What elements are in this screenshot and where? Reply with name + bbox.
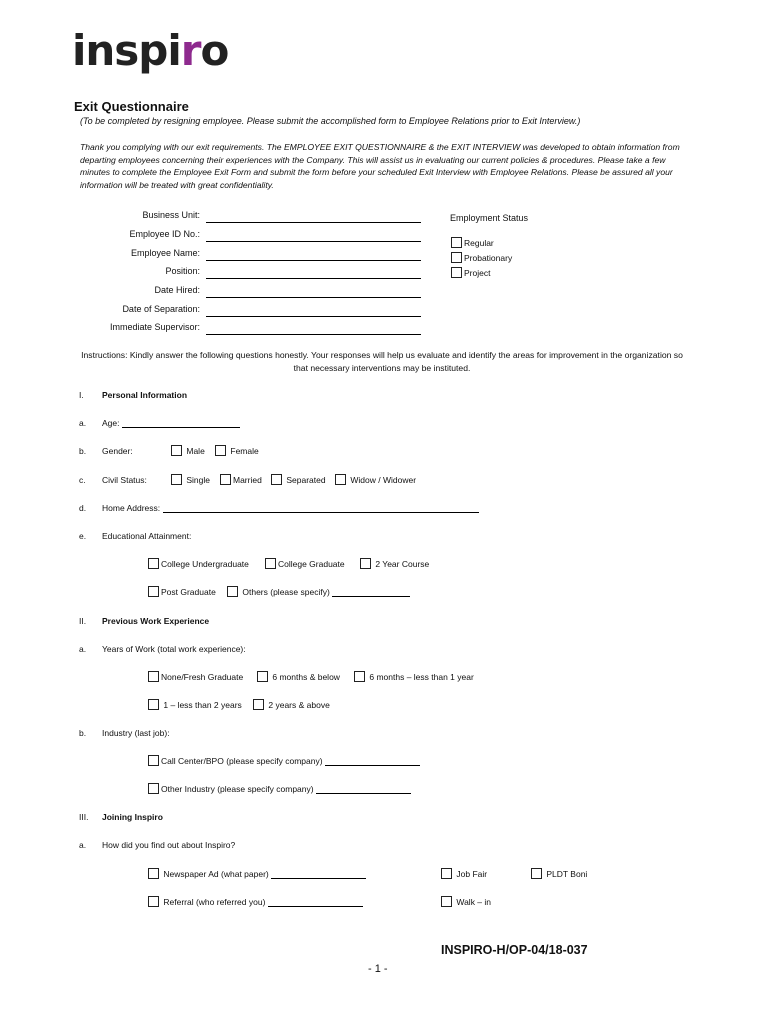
civil-widow[interactable]: Widow / Widower <box>335 474 416 485</box>
home-address-question: Home Address: <box>102 503 479 513</box>
item-letter: a. <box>79 840 87 850</box>
date-separation-label: Date of Separation: <box>122 304 200 314</box>
section-3-title: Joining Inspiro <box>102 812 163 822</box>
checkbox[interactable] <box>360 558 371 569</box>
source-walk-in[interactable]: Walk – in <box>441 896 491 907</box>
intro-text: Thank you complying with our exit requirements. The EMPLOYEE EXIT QUESTIONNAIRE & the EXIT INTERVIEW was developed to obtain information from departing employees concerning their experiences with the Company. This will assist us in evaluating our current policies & procedures. Please take a few minutes to complete the Employee Exit Form and submit the form before your scheduled Exit Interview with Employee Relations. Please be assured all your information will be treated with great confidentiality. <box>80 142 680 190</box>
checkbox[interactable] <box>148 558 159 569</box>
checkbox[interactable] <box>335 474 346 485</box>
employee-id-field[interactable] <box>206 231 421 242</box>
home-address-field[interactable] <box>163 503 479 513</box>
civil-status-label: Civil Status: <box>102 475 147 485</box>
work-1-2yr[interactable]: 1 – less than 2 years <box>148 699 242 710</box>
employee-name-field[interactable] <box>206 250 421 261</box>
industry-bpo-field[interactable] <box>325 756 420 766</box>
edu-others[interactable]: Others (please specify) <box>227 586 410 597</box>
work-6mo-below[interactable]: 6 months & below <box>257 671 340 682</box>
civil-single[interactable]: Single <box>171 474 210 485</box>
business-unit-field[interactable] <box>206 212 421 223</box>
document-code: INSPIRO-H/OP-04/18-037 <box>441 943 588 957</box>
find-out-label: How did you find out about Inspiro? <box>102 840 236 850</box>
industry-bpo[interactable]: Call Center/BPO (please specify company) <box>148 755 420 766</box>
checkbox[interactable] <box>451 252 462 263</box>
item-letter: b. <box>79 446 87 456</box>
edu-graduate[interactable]: College Graduate <box>265 558 345 569</box>
checkbox[interactable] <box>148 896 159 907</box>
edu-2year[interactable]: 2 Year Course <box>360 558 429 569</box>
checkbox[interactable] <box>148 783 159 794</box>
item-letter: b. <box>79 728 87 738</box>
employment-status-title: Employment Status <box>450 213 529 223</box>
employee-name-label: Employee Name: <box>130 248 200 258</box>
checkbox[interactable] <box>148 755 159 766</box>
checkbox[interactable] <box>148 699 159 710</box>
industry-other-field[interactable] <box>316 784 411 794</box>
checkbox[interactable] <box>227 586 238 597</box>
date-hired-field[interactable] <box>206 287 421 298</box>
supervisor-label: Immediate Supervisor: <box>109 322 200 332</box>
gender-label: Gender: <box>102 446 133 456</box>
instructions: Instructions: Kindly answer the following questions honestly. Your responses will help us evaluate and identify the areas for improvement in the organization so that necessary interventions may be instituted. <box>81 350 683 373</box>
status-probationary[interactable]: Probationary <box>451 252 512 263</box>
checkbox[interactable] <box>171 445 182 456</box>
source-job-fair[interactable]: Job Fair <box>441 868 487 879</box>
referral-field[interactable] <box>268 897 363 907</box>
source-newspaper[interactable]: Newspaper Ad (what paper) <box>148 868 366 879</box>
position-field[interactable] <box>206 268 421 279</box>
checkbox[interactable] <box>441 868 452 879</box>
edu-others-field[interactable] <box>332 587 410 597</box>
edu-postgrad[interactable]: Post Graduate <box>148 586 216 597</box>
section-1-title: Personal Information <box>102 390 188 400</box>
checkbox[interactable] <box>148 586 159 597</box>
checkbox[interactable] <box>531 868 542 879</box>
item-letter: a. <box>79 418 87 428</box>
age-question: Age: <box>102 418 240 428</box>
section-1-number: I. <box>79 390 84 400</box>
checkbox[interactable] <box>271 474 282 485</box>
checkbox[interactable] <box>265 558 276 569</box>
checkbox[interactable] <box>354 671 365 682</box>
section-3-number: III. <box>79 812 89 822</box>
status-regular[interactable]: Regular <box>451 237 494 248</box>
position-label: Position: <box>165 266 200 276</box>
section-2-title: Previous Work Experience <box>102 616 210 626</box>
item-letter: d. <box>79 503 87 513</box>
checkbox[interactable] <box>257 671 268 682</box>
gender-male[interactable]: Male <box>171 445 205 456</box>
checkbox[interactable] <box>451 237 462 248</box>
edu-undergrad[interactable]: College Undergraduate <box>148 558 249 569</box>
page-number: - 1 - <box>368 963 388 975</box>
checkbox[interactable] <box>148 868 159 879</box>
age-field[interactable] <box>122 418 240 428</box>
source-pldt-boni[interactable]: PLDT Boni <box>531 868 587 879</box>
checkbox[interactable] <box>215 445 226 456</box>
work-6mo-1yr[interactable]: 6 months – less than 1 year <box>354 671 474 682</box>
item-letter: a. <box>79 644 87 654</box>
inspiro-logo: inspiro <box>72 26 229 75</box>
page-title: Exit Questionnaire <box>74 99 189 114</box>
checkbox[interactable] <box>441 896 452 907</box>
date-hired-label: Date Hired: <box>154 285 200 295</box>
checkbox[interactable] <box>451 267 462 278</box>
education-label: Educational Attainment: <box>102 531 192 541</box>
civil-separated[interactable]: Separated <box>271 474 326 485</box>
supervisor-field[interactable] <box>206 324 421 335</box>
work-none[interactable]: None/Fresh Graduate <box>148 671 243 682</box>
checkbox[interactable] <box>171 474 182 485</box>
status-project[interactable]: Project <box>451 267 490 278</box>
item-letter: c. <box>79 475 86 485</box>
checkbox[interactable] <box>148 671 159 682</box>
business-unit-label: Business Unit: <box>142 210 200 220</box>
industry-other[interactable]: Other Industry (please specify company) <box>148 783 411 794</box>
subtitle: (To be completed by resigning employee. Please submit the accomplished form to Employee Relations prior to Exit Interview.) <box>80 116 581 126</box>
date-separation-field[interactable] <box>206 306 421 317</box>
civil-married[interactable]: Married <box>220 474 262 485</box>
checkbox[interactable] <box>253 699 264 710</box>
employee-id-label: Employee ID No.: <box>129 229 200 239</box>
years-work-label: Years of Work (total work experience): <box>102 644 246 654</box>
source-referral[interactable]: Referral (who referred you) <box>148 896 363 907</box>
gender-female[interactable]: Female <box>215 445 259 456</box>
checkbox[interactable] <box>220 474 231 485</box>
section-2-number: II. <box>79 616 87 626</box>
industry-label: Industry (last job): <box>102 728 170 738</box>
newspaper-field[interactable] <box>271 869 366 879</box>
item-letter: e. <box>79 531 87 541</box>
work-2yr-above[interactable]: 2 years & above <box>253 699 330 710</box>
